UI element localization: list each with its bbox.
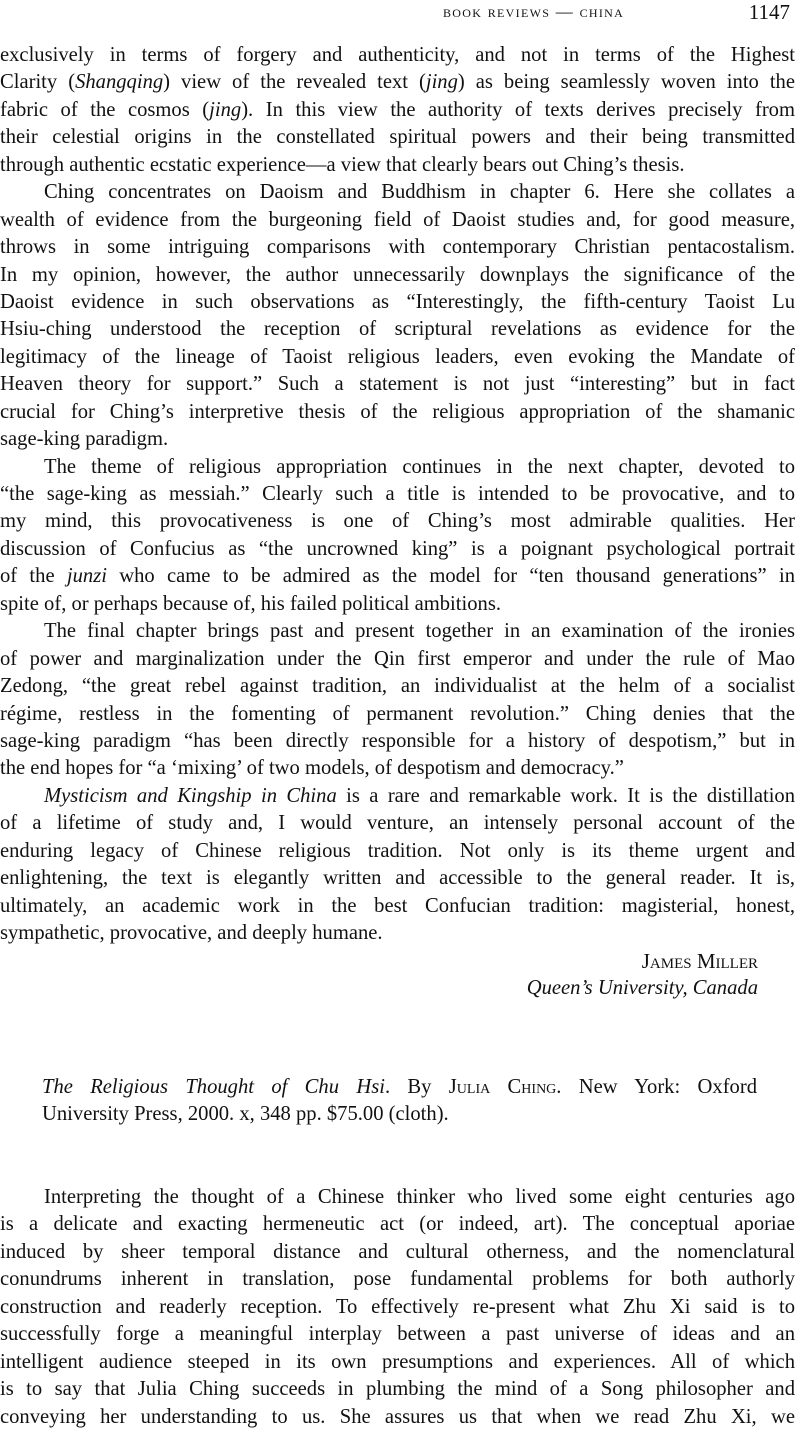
text-line: The theme of religious appropriation continues in the next chapter, devoted to <box>44 455 795 478</box>
review-miller-continued <box>0 42 795 947</box>
text-line: intelligent audience steeped in its own presumptions and experiences. All of which <box>0 1350 795 1373</box>
text-line: ultimately, an academic work in the best Confucian tradition: magisterial, honest, <box>0 894 795 917</box>
text-line: of power and marginalization under the Qin first emperor and under the rule of Mao <box>0 647 795 670</box>
text-line: Hsiu-ching understood the reception of scriptural revelations as evidence for the <box>0 318 795 341</box>
text-line: régime, restless in the fomenting of permanent revolution.” Ching denies that the <box>0 702 795 725</box>
text-line: of a lifetime of study and, I would venture, an intensely personal account of the <box>0 812 795 835</box>
text-line: their celestial origins in the constellated spiritual powers and their being transmitted <box>0 126 795 149</box>
text-line: enduring legacy of Chinese religious tradition. Not only is its theme urgent and <box>0 839 795 862</box>
text-line: Heaven theory for support.” Such a statement is not just “interesting” but in fact <box>0 373 795 396</box>
running-header <box>0 2 790 26</box>
text-line: fabric of the cosmos (jing). In this view the authority of texts derives precisely from <box>0 98 795 121</box>
text-line: Mysticism and Kingship in China is a rare and remarkable work. It is the distillation <box>44 784 796 807</box>
running-head-title: book reviews — china <box>443 2 625 21</box>
text-line: crucial for Ching’s interpretive thesis of the religious appropriation of the shamanic <box>0 400 795 423</box>
reviewer-name: James Miller <box>641 949 758 973</box>
text-line: sympathetic, provocative, and deeply humane. <box>0 922 383 944</box>
text-line: “the sage-king as messiah.” Clearly such a title is intended to be provocative, and to <box>0 483 795 505</box>
text-line: conveying her understanding to us. She assures us that when we read Zhu Xi, we <box>0 1405 795 1428</box>
text-line: of the junzi who came to be admired as the model for “ten thousand generations” in <box>0 565 795 588</box>
text-line: legitimacy of the lineage of Taoist religious leaders, even evoking the Mandate of <box>0 345 795 368</box>
text-line: The final chapter brings past and present together in an examination of the ironies <box>44 620 795 643</box>
review-zhu-xi-body <box>0 1184 795 1431</box>
citation-line-2: University Press, 2000. x, 348 pp. $75.00 (cloth). <box>42 1103 449 1126</box>
text-line: Zedong, “the great rebel against tradition, an individualist at the helm of a socialist <box>0 675 795 698</box>
text-line: Clarity (Shangqing) view of the revealed text (jing) as being seamlessly woven into the <box>0 71 795 94</box>
book-author: Julia Ching <box>448 1076 557 1098</box>
text-line: wealth of evidence from the burgeoning field of Daoist studies and, for good measure, <box>0 208 795 231</box>
text-line: conundrums inherent in translation, pose fundamental problems for both authorly <box>0 1268 795 1291</box>
reviewer-signature <box>0 948 800 1008</box>
text-line: Daoist evidence in such observations as “Interestingly, the fifth-century Taoist Lu <box>0 290 795 313</box>
text-line: Ching concentrates on Daoism and Buddhism in chapter 6. Here she collates a <box>44 181 795 204</box>
text-line: successfully forge a meaningful interplay between a past universe of ideas and an <box>0 1323 795 1346</box>
text-line: induced by sheer temporal distance and cultural otherness, and the nomenclatural <box>0 1240 795 1263</box>
text-line: the end hopes for “a ‘mixing’ of two models, of despotism and democracy.” <box>0 757 624 780</box>
text-line: Interpreting the thought of a Chinese thinker who lived some eight centuries ago <box>44 1186 795 1208</box>
text-line: is a delicate and exacting hermeneutic act (or indeed, art). The conceptual aporiae <box>0 1213 795 1236</box>
text-line: spite of, or perhaps because of, his failed political ambitions. <box>0 592 501 615</box>
text-line: In my opinion, however, the author unnecessarily downplays the significance of the <box>0 263 795 286</box>
text-line: is to say that Julia Ching succeeds in plumbing the mind of a Song philosopher and <box>0 1378 795 1401</box>
book-citation <box>0 1074 795 1129</box>
text-line: discussion of Confucius as “the uncrowned king” is a poignant psychological portrait <box>0 537 795 560</box>
text-line: my mind, this provocativeness is one of Ching’s most admirable qualities. Her <box>0 510 795 533</box>
text-line: construction and readerly reception. To effectively re-present what Zhu Xi said is to <box>0 1295 795 1318</box>
citation-line-1: The Religious Thought of Chu Hsi. By Julia Ching. New York: Oxford <box>42 1076 758 1098</box>
reviewer-affiliation: Queen’s University, Canada <box>526 977 758 1000</box>
text-line: enlightening, the text is elegantly written and accessible to the general reader. It is, <box>0 867 795 890</box>
text-line: exclusively in terms of forgery and authenticity, and not in terms of the Highest <box>0 44 795 66</box>
text-line: throws in some intriguing comparisons with contemporary Christian pentacostalism. <box>0 236 795 259</box>
text-line: sage-king paradigm “has been directly responsible for a history of despotism,” but in <box>0 729 795 752</box>
page-number: 1147 <box>748 0 790 24</box>
text-line: sage-king paradigm. <box>0 428 169 451</box>
book-title: The Religious Thought of Chu Hsi <box>42 1076 385 1098</box>
text-line: through authentic ecstatic experience—a view that clearly bears out Ching’s thesis. <box>0 153 685 176</box>
